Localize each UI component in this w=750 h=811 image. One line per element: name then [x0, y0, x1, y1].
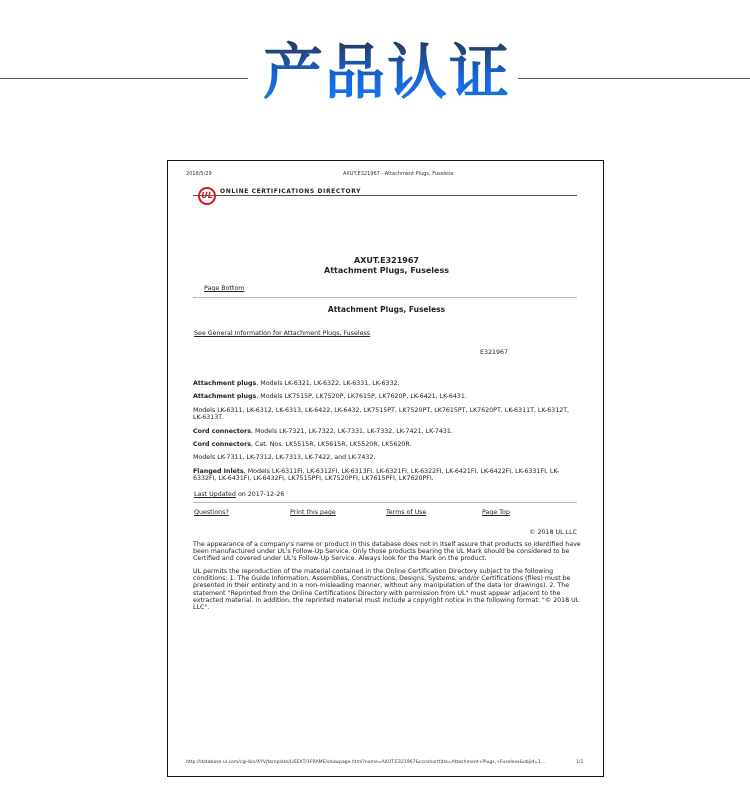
copyright: © 2018 UL LLC	[529, 529, 577, 536]
item-category: Attachment plugs	[193, 393, 257, 401]
print-title: AXUT.E321967 - Attachment Plugs, Fuseless	[343, 171, 454, 177]
list-item	[193, 441, 579, 448]
list-item	[193, 407, 579, 422]
last-updated-link[interactable]: Last Updated	[194, 491, 236, 498]
item-category: Attachment plugs	[193, 380, 257, 387]
item-text: , Models LK-7321, LK-7322, LK-7331, LK-7332, LK-7421, LK-7431.	[250, 427, 453, 435]
divider	[193, 297, 577, 298]
item-text: , Models LK-6311FI, LK-6312FI, LK-6313FI, LK-6321FI, LK-6322FI, LK-6421FI, LK-6422FI, LK-6331FI, LK-6332FI, LK-6431FI, LK-6432FI, LK7515PFI, LK7520PFI, LK7615PFI, LK7620PFI.	[193, 467, 560, 483]
print-page-link[interactable]: Print this page	[290, 509, 336, 516]
item-category: Cord connectors	[193, 427, 251, 435]
item-category: Cord connectors	[193, 441, 251, 449]
list-item	[193, 393, 579, 400]
terms-of-use-link[interactable]: Terms of Use	[386, 509, 427, 516]
banner-rule-right	[518, 78, 750, 79]
print-date: 2018/5/29	[186, 171, 212, 177]
item-text: Models LK-6311, LK-6312, LK-6313, LK-6422, LK-6432, LK7515PT, LK7520PT, LK7615PT, LK7620PT, LK-6311T, LK-6312T, LK-6313T.	[193, 406, 570, 422]
disclaimer: The appearance of a company's name or product in this database does not in itself assure that products so identified have been manufactured under UL's Follow-Up Service. Only those products bearing the UL Mark should be considered to be Certified and covered under UL's Follow-Up Service. Always look for the Mark on the product.	[193, 541, 581, 563]
last-updated-date: on 2017-12-26	[237, 491, 285, 498]
directory-title: ONLINE CERTIFICATIONS DIRECTORY	[220, 188, 362, 195]
code: AXUT.E321967	[354, 256, 419, 265]
questions-link[interactable]: Questions?	[194, 509, 229, 516]
banner-rule-left	[0, 78, 248, 79]
item-text: , Models LK-6321, LK-6322, LK-6331, LK-6332.	[256, 380, 400, 387]
last-updated	[194, 491, 284, 498]
ul-logo	[198, 187, 216, 205]
list-item	[193, 380, 579, 387]
print-url: http://database.ul.com/cgi-bin/XYV/template/LISEXT/1FRAME/showpage.html?name=AXUT.E321967&ccnshorttitle=Attachment+Plugs,+Fuseless&objid=1...	[186, 760, 546, 765]
divider	[193, 502, 577, 503]
product-list	[193, 380, 579, 489]
item-text: , Cat. Nos. LK5515R, LK5615R, LK5520R, LK5620R.	[250, 441, 412, 449]
list-item	[193, 468, 579, 483]
page-bottom-link[interactable]: Page Bottom	[204, 285, 245, 292]
item-text: , Models LK7515P, LK7520P, LK7615P, LK7620P, LK-6421, LK-6431.	[256, 393, 467, 401]
general-info-link[interactable]: See General Information for Attachment Plugs, Fuseless	[194, 330, 371, 337]
page-count: 1/1	[576, 760, 584, 765]
banner-title: 产品认证	[258, 38, 516, 108]
certificate-document	[167, 160, 604, 777]
list-item	[193, 454, 579, 461]
header-rule	[193, 195, 577, 196]
item-text: Models LK-7311, LK-7312, LK-7313, LK-7422, and LK-7432.	[193, 454, 376, 462]
heading: Attachment Plugs, Fuseless	[327, 305, 446, 314]
list-item	[193, 428, 579, 435]
permission-notice: UL permits the reproduction of the material contained in the Online Certification Directory subject to the following conditions: 1. The Guide Information, Assemblies, Constructions, Designs, Systems, and/or Certifications (files) must be presented in their entirety and in a non-misleading manner, without any manipulation of the data (or drawings). 2. The statement "Reprinted from the Online Certifications Directory with permission from UL" must appear adjacent to the extracted material. In addition, the reprinted material must include a copyright notice in the following format: "© 2018 UL LLC".	[193, 568, 580, 612]
page-top-link[interactable]: Page Top	[482, 509, 510, 516]
file-number: E321967	[480, 349, 509, 356]
title: Attachment Plugs, Fuseless	[324, 266, 449, 275]
item-category: Flanged Inlets	[193, 467, 244, 475]
